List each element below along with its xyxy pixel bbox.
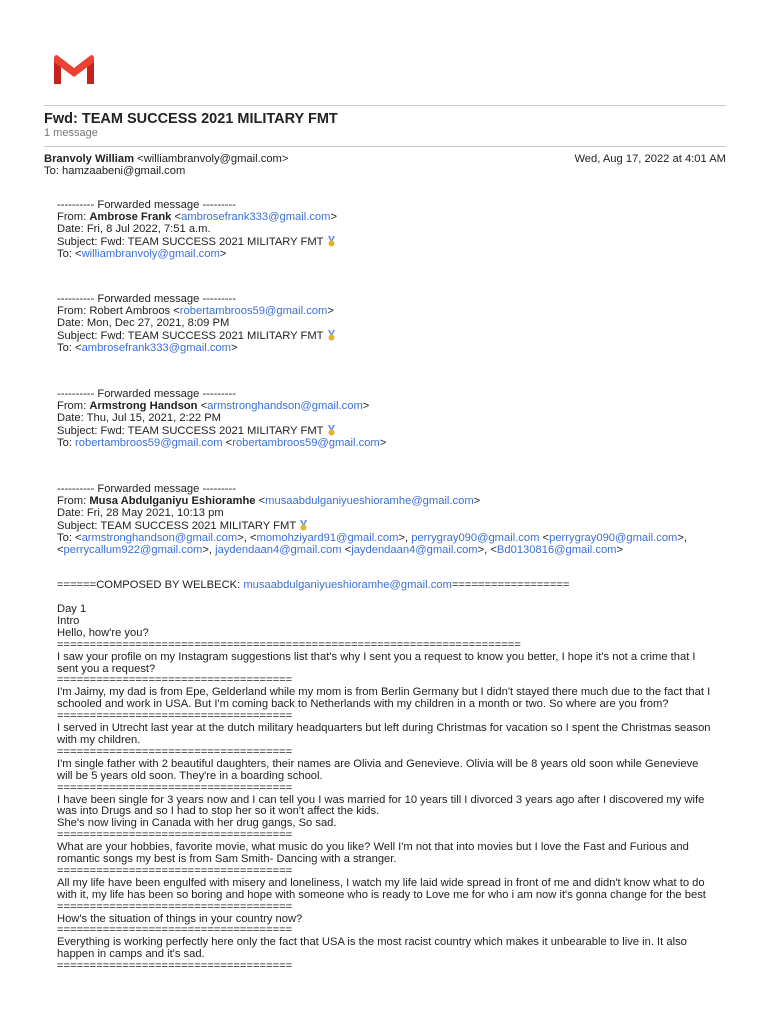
body-line: Day 1 — [57, 603, 87, 615]
separator-line: ==================================== — [57, 829, 293, 842]
recipient-email-link[interactable]: perrycallum922@gmail.com — [63, 543, 203, 556]
forward-subject: Subject: TEAM SUCCESS 2021 MILITARY FMT — [57, 520, 687, 533]
message-date: Wed, Aug 17, 2022 at 4:01 AM — [574, 153, 726, 165]
header-divider — [44, 105, 726, 106]
forward-from: From: Musa Abdulganiyu Eshioramhe <musaabdulganiyueshioramhe@gmail.com> — [57, 494, 481, 507]
body-line: I saw your profile on my Instagram suggestions list that's why I sent you a request to know you better, I hope it's not a crime that I sent you a request? — [57, 650, 696, 675]
composed-email-link[interactable]: musaabdulganiyueshioramhe@gmail.com — [243, 579, 452, 591]
recipient-email-link[interactable]: jaydendaan4@gmail.com — [351, 543, 478, 556]
composed-by-line: ======COMPOSED BY WELBECK: musaabdulganiyueshioramhe@gmail.com================== — [57, 579, 570, 591]
recipient-email-link[interactable]: Bd0130816@gmail.com — [496, 543, 617, 556]
forward-date: Date: Mon, Dec 27, 2021, 8:09 PM — [57, 316, 230, 329]
forward-from-name: Ambrose Frank — [89, 210, 172, 223]
body-line: What are your hobbies, favorite movie, what music do you like? Well I'm not that into movies but I love the Fast and Furious and romantic songs my best is from Sam Smith- Dancing with a stranger. — [57, 841, 689, 866]
forward-to: To: <williambranvoly@gmail.com> — [57, 247, 227, 260]
body-line: Intro — [57, 614, 80, 627]
forward-to-email-link[interactable]: robertambroos59@gmail.com — [75, 436, 223, 449]
forward-subject: Subject: Fwd: TEAM SUCCESS 2021 MILITARY FMT — [57, 236, 337, 249]
forward-divider: ---------- Forwarded message --------- — [57, 293, 236, 305]
medal-icon — [328, 236, 335, 247]
message-count: 1 message — [44, 127, 98, 139]
medal-icon — [300, 520, 307, 531]
separator-line: ==================================== — [57, 781, 293, 794]
separator-line: ==================================== — [57, 864, 293, 877]
forward-from-email-link[interactable]: musaabdulganiyueshioramhe@gmail.com — [265, 494, 474, 507]
separator-line: ==================================== — [57, 960, 293, 973]
forward-from: From: Ambrose Frank <ambrosefrank333@gmail.com> — [57, 210, 338, 223]
body-line: All my life have been engulfed with misery and loneliness, I watch my life laid wide spread in front of me and didn't know what to do with it, my life has been so boring and hope with someone who is ready to Love me for who i am now it's gonna change for the best — [57, 876, 706, 901]
body-line: I'm single father with 2 beautiful daughters, their names are Olivia and Genevieve. Olivia will be 8 years old soon while Genevieve will be 5 years old soon. They're in a boarding school. — [57, 757, 699, 782]
body-line: I served in Utrecht last year at the dutch military headquarters but left during Christmas for vacation so I spent the Christmas season with my children. — [57, 722, 711, 746]
forward-from: From: Armstrong Handson <armstronghandson@gmail.com> — [57, 399, 370, 412]
medal-icon — [328, 425, 335, 436]
separator-line: ======================================================================= — [57, 638, 521, 651]
forward-to-email-link[interactable]: williambranvoly@gmail.com — [81, 247, 220, 260]
separator-line: ==================================== — [57, 710, 293, 723]
separator-line: ==================================== — [57, 745, 293, 758]
forward-from-email-link[interactable]: armstronghandson@gmail.com — [207, 399, 363, 412]
recipient-line: To: hamzaabeni@gmail.com — [44, 165, 186, 177]
recipient-email-link[interactable]: jaydendaan4@gmail.com — [215, 543, 342, 556]
separator-line: ==================================== — [57, 900, 293, 913]
forward-from: From: Robert Ambroos <robertambroos59@gmail.com> — [57, 304, 334, 317]
forward-from-email-link[interactable]: robertambroos59@gmail.com — [179, 304, 328, 317]
forward-divider: ---------- Forwarded message --------- — [57, 199, 236, 211]
body-line: I'm Jaimy, my dad is from Epe, Gelderland while my mom is from Berlin Germany but I didn't stayed there much due to the fact that I schooled and work in USA. But I'm coming back to Netherlands with my children in a month or two. So where are you from? — [57, 686, 711, 711]
body-line: She's now living in Canada with her drug gangs, So sad. — [57, 817, 337, 830]
body-line: How's the situation of things in your country now? — [57, 912, 303, 925]
forwarded-block-4 — [57, 484, 687, 556]
body-line: I have been single for 3 years now and I can tell you I was married for 10 years till I divorced 3 years ago after I discovered my wife was into Drugs and so I had to stop her so it won't affect the kids. — [57, 793, 705, 818]
forward-date: Date: Thu, Jul 15, 2021, 2:22 PM — [57, 411, 221, 424]
forward-from-name: Armstrong Handson — [89, 399, 198, 412]
forward-to: To: robertambroos59@gmail.com <robertambroos59@gmail.com> — [57, 436, 387, 449]
message-divider — [44, 146, 726, 147]
medal-icon — [328, 330, 335, 341]
separator-line: ==================================== — [57, 924, 293, 937]
forward-divider: ---------- Forwarded message --------- — [57, 388, 236, 400]
recipient-email-link[interactable]: armstronghandson@gmail.com — [81, 531, 238, 544]
forwarded-block-2 — [57, 294, 335, 355]
forward-divider: ---------- Forwarded message --------- — [57, 483, 236, 495]
forward-to: To: <armstronghandson@gmail.com>, <momohziyard91@gmail.com>, perrygray090@gmail.com <perrygray090@gmail.com>, — [57, 531, 688, 544]
forwarded-block-1 — [57, 200, 337, 261]
forward-from-email-link[interactable]: ambrosefrank333@gmail.com — [181, 210, 331, 223]
forwarded-block-3 — [57, 389, 386, 450]
sender-email: <williambranvoly@gmail.com> — [137, 153, 289, 165]
recipient-email-link[interactable]: perrygray090@gmail.com — [549, 531, 678, 544]
email-subject-title: Fwd: TEAM SUCCESS 2021 MILITARY FMT — [44, 111, 338, 127]
gmail-logo-icon — [52, 54, 96, 86]
forward-date: Date: Fri, 8 Jul 2022, 7:51 a.m. — [57, 222, 211, 235]
forward-from-name: Musa Abdulganiyu Eshioramhe — [89, 494, 256, 507]
forward-to: To: <ambrosefrank333@gmail.com> — [57, 341, 238, 354]
separator-line: ==================================== — [57, 674, 293, 687]
forward-subject: Subject: Fwd: TEAM SUCCESS 2021 MILITARY FMT — [57, 330, 335, 343]
message-body — [57, 604, 717, 973]
forward-to-continued: <perrycallum922@gmail.com>, jaydendaan4@gmail.com <jaydendaan4@gmail.com>, <Bd0130816@gmail.com> — [57, 543, 624, 556]
sender-name: Branvoly William — [44, 153, 135, 165]
recipient-email-link[interactable]: perrygray090@gmail.com — [411, 531, 540, 544]
forward-date: Date: Fri, 28 May 2021, 10:13 pm — [57, 506, 224, 519]
forward-to-email-link-2[interactable]: robertambroos59@gmail.com — [232, 436, 380, 449]
body-line: Hello, how're you? — [57, 626, 149, 639]
forward-subject: Subject: Fwd: TEAM SUCCESS 2021 MILITARY FMT — [57, 425, 386, 438]
body-line: Everything is working perfectly here only the fact that USA is the most racist country which makes it unbearable to live in. It also happen in camps and it's sad. — [57, 936, 687, 961]
forward-to-email-link[interactable]: ambrosefrank333@gmail.com — [81, 341, 231, 354]
recipient-email-link[interactable]: momohziyard91@gmail.com — [256, 531, 399, 544]
